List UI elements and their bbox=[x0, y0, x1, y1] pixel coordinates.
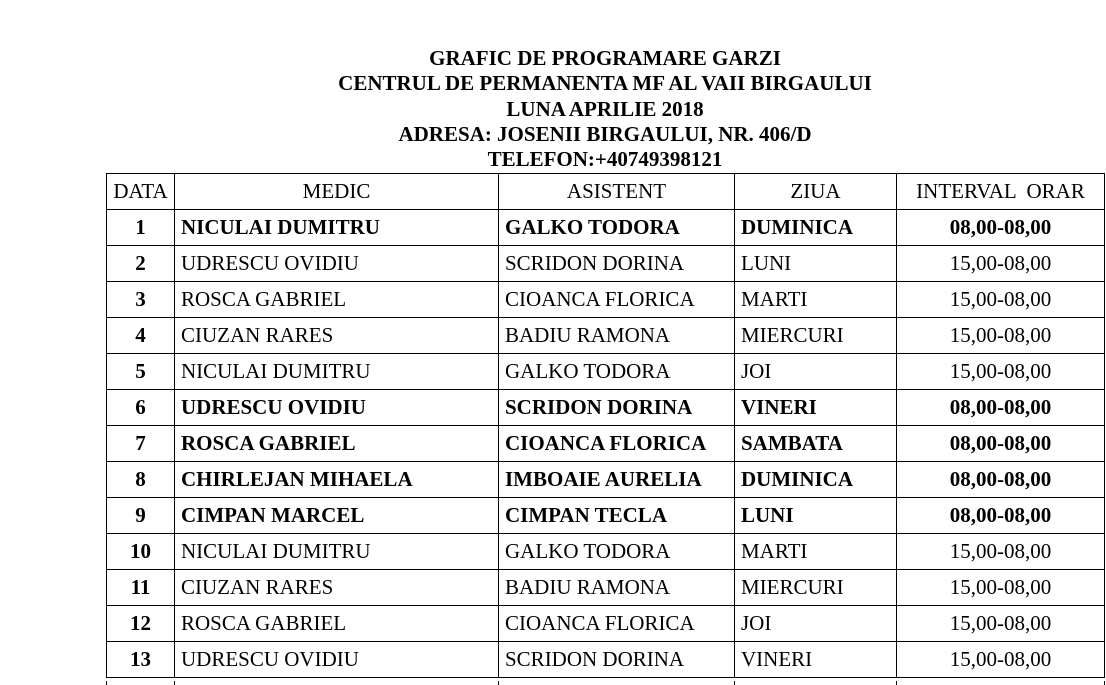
cell-medic: CHIRLEJAN MIHAELA bbox=[175, 462, 499, 498]
cell-ziua: DUMINICA bbox=[735, 210, 897, 246]
cell-asistent: CIOANCA FLORICA bbox=[499, 282, 735, 318]
cell-ziua: MARTI bbox=[735, 282, 897, 318]
table-row bbox=[107, 210, 1105, 246]
table-row bbox=[107, 534, 1105, 570]
cell-data: 5 bbox=[107, 354, 175, 390]
cell-medic: ROSCA GABRIEL bbox=[175, 282, 499, 318]
schedule-table bbox=[106, 173, 1105, 678]
cell-ziua: JOI bbox=[735, 606, 897, 642]
cell-interval: 15,00-08,00 bbox=[897, 354, 1105, 390]
cell-data: 12 bbox=[107, 606, 175, 642]
cell-ziua: DUMINICA bbox=[735, 462, 897, 498]
cell-asistent: BADIU RAMONA bbox=[499, 318, 735, 354]
cell-ziua: VINERI bbox=[735, 390, 897, 426]
center-name: CENTRUL DE PERMANENTA MF AL VAII BIRGAULUI bbox=[338, 71, 872, 96]
cell-asistent: BADIU RAMONA bbox=[499, 570, 735, 606]
cell-medic: CIMPAN MARCEL bbox=[175, 498, 499, 534]
cell-ziua: MIERCURI bbox=[735, 318, 897, 354]
cell-asistent: SCRIDON DORINA bbox=[499, 246, 735, 282]
cell-interval: 15,00-08,00 bbox=[897, 282, 1105, 318]
column-header-interval: INTERVAL ORAR bbox=[897, 174, 1105, 210]
table-row bbox=[107, 498, 1105, 534]
cell-ziua: VINERI bbox=[735, 642, 897, 678]
table-row bbox=[107, 570, 1105, 606]
cell-asistent: GALKO TODORA bbox=[499, 210, 735, 246]
table-row bbox=[107, 282, 1105, 318]
cell-data: 8 bbox=[107, 462, 175, 498]
cell-asistent: IMBOAIE AURELIA bbox=[499, 462, 735, 498]
table-row bbox=[107, 642, 1105, 678]
cell-asistent: SCRIDON DORINA bbox=[499, 642, 735, 678]
document-title: GRAFIC DE PROGRAMARE GARZI bbox=[429, 46, 781, 70]
next-row-fragment bbox=[106, 681, 1104, 685]
cell-ziua: MIERCURI bbox=[735, 570, 897, 606]
cell-data: 6 bbox=[107, 390, 175, 426]
cell-ziua: JOI bbox=[735, 354, 897, 390]
cell-interval: 15,00-08,00 bbox=[897, 318, 1105, 354]
cell-medic: UDRESCU OVIDIU bbox=[175, 246, 499, 282]
table-row bbox=[107, 606, 1105, 642]
cell-data: 7 bbox=[107, 426, 175, 462]
cell-medic: NICULAI DUMITRU bbox=[175, 210, 499, 246]
schedule-body bbox=[107, 210, 1105, 678]
document-header bbox=[0, 46, 1106, 172]
table-row bbox=[107, 390, 1105, 426]
cell-medic: CIUZAN RARES bbox=[175, 318, 499, 354]
cell-ziua: LUNI bbox=[735, 498, 897, 534]
cell-data: 2 bbox=[107, 246, 175, 282]
cell-interval: 08,00-08,00 bbox=[897, 426, 1105, 462]
cell-interval: 15,00-08,00 bbox=[897, 642, 1105, 678]
cell-asistent: CIOANCA FLORICA bbox=[499, 426, 735, 462]
table-row bbox=[107, 318, 1105, 354]
cell-medic: UDRESCU OVIDIU bbox=[175, 390, 499, 426]
table-header-row bbox=[107, 174, 1105, 210]
table-row bbox=[107, 426, 1105, 462]
cell-ziua: LUNI bbox=[735, 246, 897, 282]
cell-interval: 15,00-08,00 bbox=[897, 570, 1105, 606]
table-row bbox=[107, 246, 1105, 282]
cell-medic: NICULAI DUMITRU bbox=[175, 534, 499, 570]
cell-interval: 15,00-08,00 bbox=[897, 606, 1105, 642]
cell-asistent: CIMPAN TECLA bbox=[499, 498, 735, 534]
cell-data: 13 bbox=[107, 642, 175, 678]
cell-asistent: CIOANCA FLORICA bbox=[499, 606, 735, 642]
cell-interval: 15,00-08,00 bbox=[897, 534, 1105, 570]
cell-asistent: SCRIDON DORINA bbox=[499, 390, 735, 426]
cell-data: 4 bbox=[107, 318, 175, 354]
cell-ziua: MARTI bbox=[735, 534, 897, 570]
cell-data: 3 bbox=[107, 282, 175, 318]
phone-line: TELEFON:+40749398121 bbox=[487, 147, 723, 172]
month-line: LUNA APRILIE 2018 bbox=[506, 96, 704, 121]
cell-asistent: GALKO TODORA bbox=[499, 354, 735, 390]
column-header-medic: MEDIC bbox=[175, 174, 499, 210]
cell-interval: 08,00-08,00 bbox=[897, 462, 1105, 498]
address-line: ADRESA: JOSENII BIRGAULUI, NR. 406/D bbox=[398, 121, 812, 146]
cell-data: 1 bbox=[107, 210, 175, 246]
column-header-ziua: ZIUA bbox=[735, 174, 897, 210]
cell-medic: ROSCA GABRIEL bbox=[175, 606, 499, 642]
cell-medic: UDRESCU OVIDIU bbox=[175, 642, 499, 678]
table-row bbox=[107, 354, 1105, 390]
cell-data: 10 bbox=[107, 534, 175, 570]
cell-interval: 08,00-08,00 bbox=[897, 498, 1105, 534]
cell-interval: 08,00-08,00 bbox=[897, 210, 1105, 246]
cell-medic: ROSCA GABRIEL bbox=[175, 426, 499, 462]
cell-medic: CIUZAN RARES bbox=[175, 570, 499, 606]
cell-interval: 08,00-08,00 bbox=[897, 390, 1105, 426]
cell-data: 9 bbox=[107, 498, 175, 534]
column-header-asistent: ASISTENT bbox=[499, 174, 735, 210]
column-header-data: DATA bbox=[107, 174, 175, 210]
cell-interval: 15,00-08,00 bbox=[897, 246, 1105, 282]
cell-medic: NICULAI DUMITRU bbox=[175, 354, 499, 390]
cell-ziua: SAMBATA bbox=[735, 426, 897, 462]
cell-asistent: GALKO TODORA bbox=[499, 534, 735, 570]
cell-data: 11 bbox=[107, 570, 175, 606]
table-row bbox=[107, 462, 1105, 498]
